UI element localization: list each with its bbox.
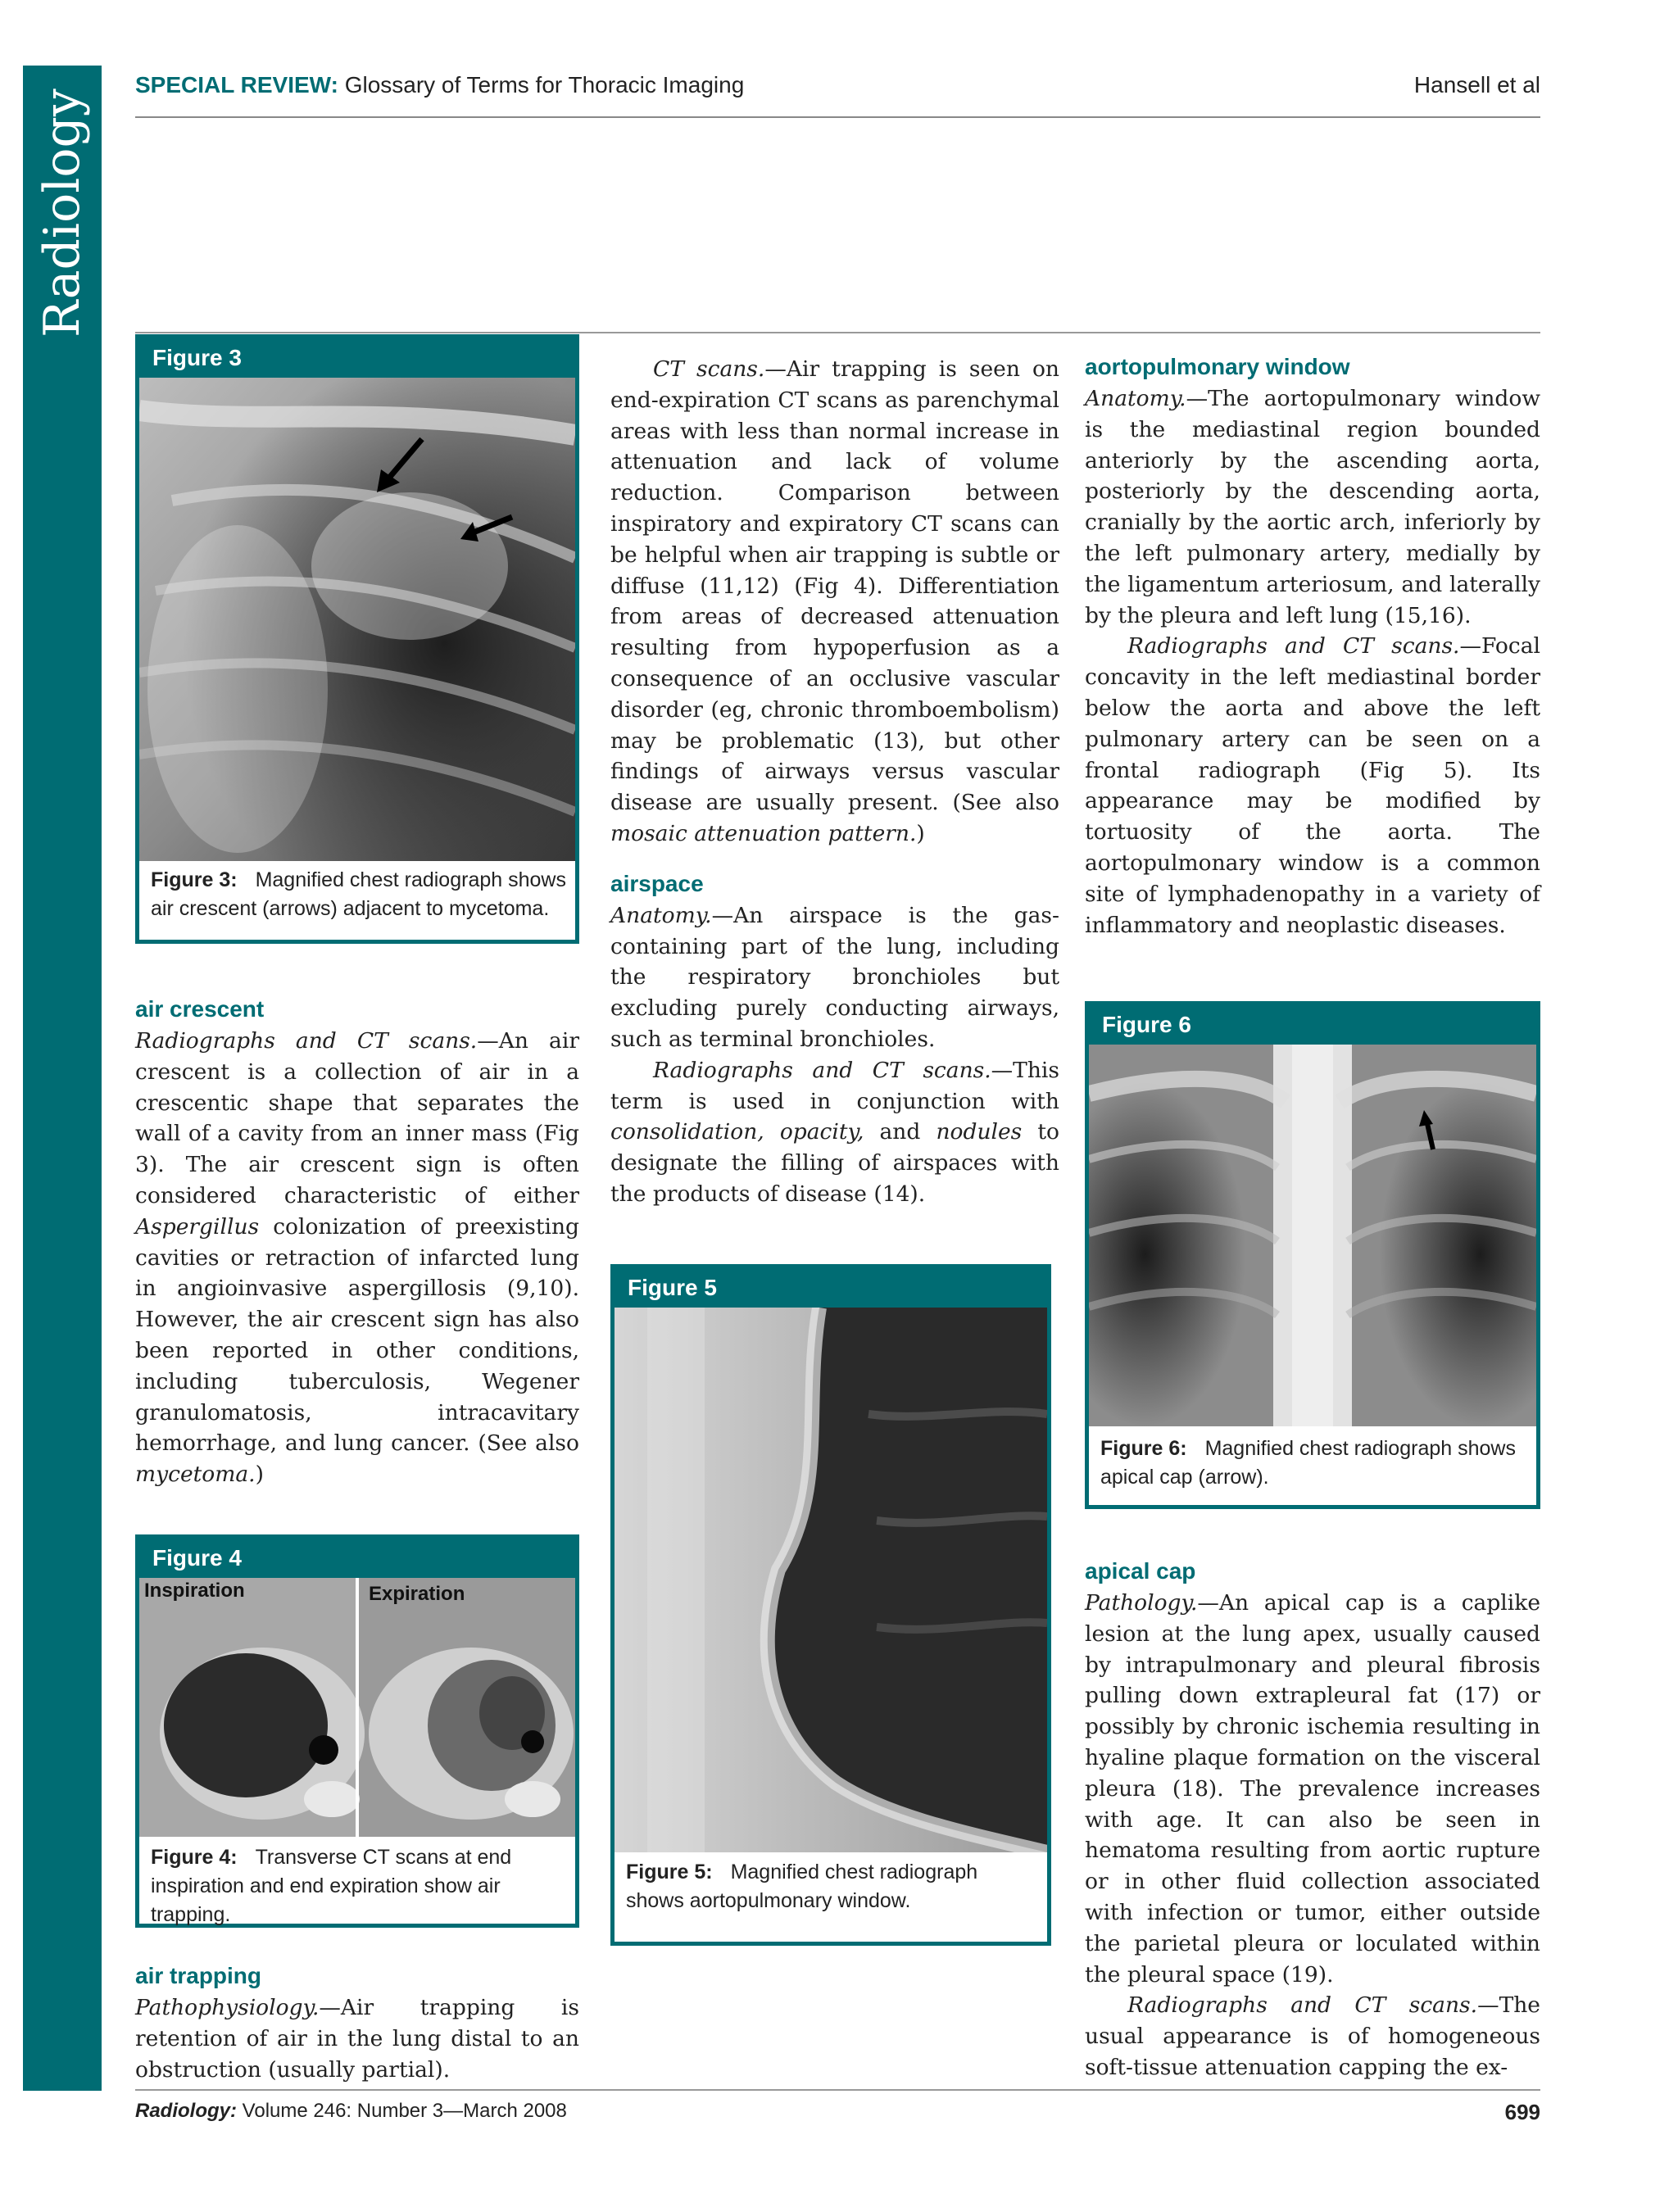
airspace-p2-mid: and [864,1119,937,1145]
figure-5 [610,1264,1051,1946]
column-left-air-crescent [135,993,579,1490]
figure-3-caption-text: Magnified chest radiograph shows air crescent (arrows) adjacent to mycetoma. [151,868,566,920]
figure-3-caption [151,866,567,923]
column-left-air-trapping [135,1960,579,2085]
figure-3 [135,334,579,944]
body-top-rule [135,332,1540,333]
air-trapping-paragraph-1 [135,1992,579,2085]
figure-4-caption-label: Figure 4: [151,1846,238,1869]
airspace-p2-text: —This term is used in conjunction with [610,1057,1059,1114]
apical-cap-p1-heading: Pathology. [1085,1590,1198,1616]
figure-4-image [139,1578,575,1837]
page-footer [135,2100,1540,2123]
term-apical-cap: apical cap [1085,1558,1196,1584]
figure-5-label: Figure 5 [615,1268,1047,1308]
footer-rule [135,2089,1540,2091]
air-trapping-p1-heading: Pathophysiology. [135,1995,320,2020]
term-air-crescent: air crescent [135,996,265,1022]
apical-cap-paragraph-1 [1085,1588,1540,1990]
figure-5-caption [626,1858,1039,1915]
figure-5-caption-label: Figure 5: [626,1861,713,1883]
airspace-p2-italic-2: nodules [936,1119,1023,1145]
air-trapping-see-also: mosaic attenuation pattern. [610,820,917,846]
figure-6 [1085,1001,1540,1509]
airspace-p1-text: —An airspace is the gas-containing part of the lung, including the respiratory bronchioles but excluding purely conducting airways, such as terminal bronchioles. [610,902,1059,1052]
airspace-paragraph-2 [610,1055,1059,1210]
air-trapping-paragraph-2 [610,354,1059,850]
apical-cap-p2-text: —The usual appearance is of homogeneous soft-tissue attenuation capping the ex- [1085,1992,1540,2080]
apical-cap-paragraph-2 [1085,1990,1540,2083]
header-left [135,72,744,98]
term-aortopulmonary-window: aortopulmonary window [1085,354,1350,379]
air-crescent-p1-italic: Aspergillus [135,1213,260,1240]
airspace-p1-heading: Anatomy. [610,902,712,928]
aortopulmonary-window-p2-heading: Radiographs and CT scans. [1127,633,1460,660]
journal-side-bar [23,66,102,2091]
header-title: Glossary of Terms for Thoracic Imaging [344,72,745,97]
air-crescent-see-also: mycetoma. [135,1462,256,1488]
figure-4 [135,1534,579,1928]
figure-6-caption-label: Figure 6: [1100,1437,1187,1460]
air-crescent-paragraph [135,1026,579,1490]
term-air-trapping: air trapping [135,1963,262,1988]
air-crescent-p1-close: ) [255,1462,264,1488]
aortopulmonary-window-p2-text: —Focal concavity in the left mediastinal border below the aorta and above the left pulmonary artery can be seen on a frontal radiograph (Fig 5). Its appearance may be modified by tortuosity of the aorta. The aortopulmonary window is a common site of lymphadenopathy in a variety of inflammatory and neoplastic diseases. [1085,633,1540,938]
figure-5-caption-text: Magnified chest radiograph shows aortopulmonary window. [626,1861,978,1912]
column-middle-text [610,354,1059,1210]
figure-6-caption-text: Magnified chest radiograph shows apical cap (arrow). [1100,1437,1516,1489]
aortopulmonary-window-paragraph-2 [1085,631,1540,941]
figure-5-image [615,1308,1047,1852]
header-authors: Hansell et al [1413,72,1540,97]
air-trapping-p2-heading: CT scans. [653,356,765,382]
column-right-aortopulmonary-window [1085,351,1540,941]
journal-side-label-wrap [23,66,102,360]
airspace-p2-heading: Radiographs and CT scans. [653,1057,991,1083]
figure-4-label: Figure 4 [139,1539,575,1578]
footer-page-number: 699 [1504,2100,1540,2124]
figure-3-image [139,378,575,861]
air-crescent-p1-heading: Radiographs and CT scans. [135,1028,478,1054]
footer-issue: Volume 246: Number 3—March 2008 [237,2100,567,2122]
footer-journal: Radiology: [135,2100,237,2122]
air-trapping-p2-text: —Air trapping is seen on end-expiration CT scans as parenchymal areas with less than normal increase in attenuation and lack of volume reduction. Comparison between inspiratory and expiratory CT scans can be helpful when air trapping is subtle or diffuse (11,12) (Fig 4). Differentiation from areas of decreased attenuation resulting from hypoperfusion as a consequence of an occlusive vascular disorder (eg, chronic thromboembolism) may be problematic (13), but other findings of airways versus vascular disease are usually present. (See also [610,356,1059,816]
term-airspace: airspace [610,870,704,896]
figure-3-caption-label: Figure 3: [151,868,238,891]
figure-4-inspiration-label: Inspiration [144,1580,245,1602]
figure-6-caption [1100,1435,1528,1492]
aortopulmonary-window-p1-text: —The aortopulmonary window is the mediastinal region bounded anteriorly by the ascending aorta, posteriorly by the descending aorta, cranially by the aortic arch, inferiorly by the left pulmonary artery, medially by the ligamentum arteriosum, and laterally by the pleura and left lung (15,16). [1085,386,1540,628]
figure-4-expiration-label: Expiration [369,1583,465,1605]
running-header [135,70,1540,118]
figure-4-caption-text: Transverse CT scans at end inspiration and end expiration show air trapping. [151,1846,512,1926]
air-crescent-p1-text2: colonization of preexisting cavities or retraction of infarcted lung in angioinvasive aspergillosis (9,10). However, the air crescent sign has also been reported in other conditions, including tuberculosis, Wegener granulomatosis, intracavitary hemorrhage, and lung cancer. (See also [135,1213,579,1457]
air-crescent-p1-text: —An air crescent is a collection of air in a crescentic shape that separates the wall of a cavity from an inner mass (Fig 3). The air crescent sign is often considered characteristic of either [135,1028,579,1208]
journal-side-label: Radiology [34,88,92,338]
column-right-apical-cap [1085,1555,1540,2083]
aortopulmonary-window-p1-heading: Anatomy. [1085,386,1186,411]
figure-3-label: Figure 3 [139,338,575,378]
apical-cap-p1-text: —An apical cap is a caplike lesion at the lung apex, usually caused by intrapulmonary and pleural fibrosis pulling down extrapleural fat (17) or possibly by chronic ischemia resulting in hyaline plaque formation on the visceral pleura (18). The prevalence increases with age. It can also be seen in hematoma resulting from aortic rupture or in other fluid collection associated with infection or tumor, either outside the parietal pleura or loculated within the pleural space (19). [1085,1590,1540,1988]
figure-6-label: Figure 6 [1089,1005,1536,1045]
airspace-p2-italic-1: consolidation, opacity, [610,1119,864,1145]
figure-4-caption [151,1843,567,1929]
apical-cap-p2-heading: Radiographs and CT scans. [1127,1992,1478,2019]
aortopulmonary-window-paragraph-1 [1085,383,1540,631]
figure-6-image [1089,1045,1536,1426]
air-trapping-p2-close: ) [916,820,925,846]
header-section: SPECIAL REVIEW: [135,72,338,97]
airspace-paragraph-1 [610,900,1059,1055]
airspace-p2-text2: to designate the filling of airspaces with the products of disease (14). [610,1119,1060,1207]
air-trapping-p1-text: —Air trapping is retention of air in the lung distal to an obstruction (usually partial). [135,1995,579,2083]
